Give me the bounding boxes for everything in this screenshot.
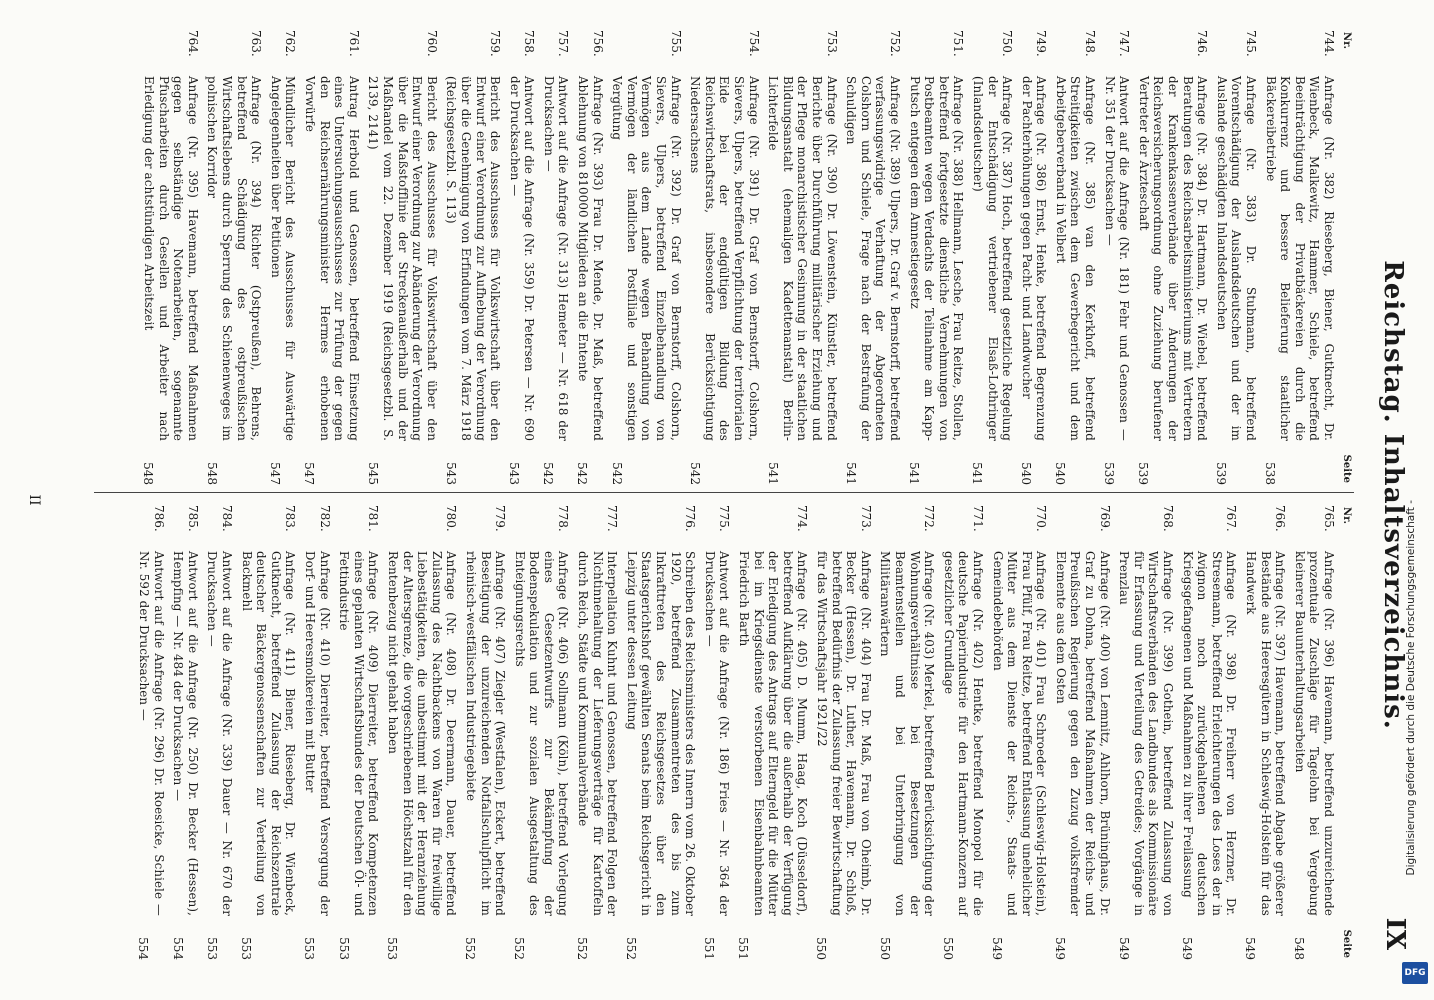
index-entry [1019, 30, 1048, 485]
index-entry [239, 505, 297, 960]
index-entry [941, 505, 985, 960]
entry-page: 541 [765, 462, 780, 485]
entry-text: Schreiben des Reichsministers des Innern vom 26. Oktober 1920, betreffend Zusammentreten des bis zum Inkrafttreten des Reichsgesetzes über den Staatsgerichtshof gewählten Senats beim Reichsgericht in Leipzig unter dessen Leitung [624, 551, 698, 916]
index-entry [136, 505, 165, 960]
entry-number: 772. [922, 505, 937, 532]
entry-text: Anfrage (Nr. 393) Frau Dr. Mende, Dr. Maß, betreffend Ablehnung von 810000 Mitglieden an die Entente [576, 76, 605, 441]
digitization-sidebar [1400, 500, 1430, 980]
entry-text: Anfrage (Nr. 396) Havemann, betreffend unzureichende prozentuale Zuschläge für Tagelohn bei Vergebung kleinerer Bauunterhaltungsarbeiten [1292, 551, 1336, 916]
index-entry [1117, 505, 1175, 960]
index-entry [814, 505, 872, 960]
index-entry [444, 30, 502, 485]
entry-page: 548 [141, 462, 156, 485]
entry-text: Anfrage (Nr. 383) Dr. Stubmann, betreffend Vorentschädigung der Auslandsdeutschen und der im Auslande geschädigten Inlandsdeutschen [1214, 76, 1259, 441]
entry-number: 766. [1273, 505, 1288, 532]
index-entry [205, 505, 234, 960]
entry-page: 549 [989, 937, 1004, 960]
entry-text: Anfrage (Nr. 410) Dierreiter, betreffend Versorgung der Dorf- und Heeresmolkereien mit Butter [303, 551, 332, 916]
entry-page: 551 [736, 937, 751, 960]
entry-number: 763. [249, 30, 264, 57]
entry-page: 549 [1243, 937, 1258, 960]
entry-number: 767. [1224, 505, 1239, 532]
entry-number: 761. [346, 30, 361, 57]
index-entry [766, 30, 839, 485]
index-entry [507, 30, 536, 485]
index-entry [541, 30, 570, 485]
entry-page: 553 [385, 937, 400, 960]
entry-page: 552 [575, 937, 590, 960]
entry-text: Anfrage (Nr. 397) Havemann, betreffend Abgabe größerer Bestände aus Heeresgütern in Schleswig-Holstein für das Handwerk [1244, 551, 1288, 916]
entry-text: Anfrage (Nr. 385) van den Kerkhoff, betreffend Streitigkeiten zwischen dem Gewerbegericht und dem Arbeitgeberverband in Velbert [1053, 76, 1098, 441]
entry-page: 550 [814, 937, 829, 960]
index-entry [385, 505, 458, 960]
entry-page: 540 [1019, 462, 1034, 485]
seite-label: Seite [1341, 929, 1352, 958]
entry-text: Anfrage (Nr. 403) Merkel, betreffend Berücksichtigung der Wohnungsverhältnisse bei Besetzungen der Beamtenstellen und bei Unterbringung von Militäranwärtern [878, 551, 937, 916]
entry-text: Interpellation Kuhnt und Genossen, betreffend Folgen der Nichtinnehaltung der Lieferungsverträge für Kartoffeln durch Reich, Städte und Kommunalverbände [576, 551, 620, 916]
entry-page: 551 [702, 937, 717, 960]
index-entry [1136, 30, 1209, 485]
entry-text: Anfrage (Nr. 391) Dr. Graf von Bernstorff, Colshorn, Sievers, Ulpers, betreffend Verpflichtung der territorialen Eide bei der endgültigen Bildung des Reichswirtschaftsrats, insbesondere Berücksichtigung Niedersachsens [688, 76, 761, 441]
entry-page: 549 [1116, 937, 1131, 960]
entry-number: 753. [824, 30, 839, 57]
entry-number: 779. [493, 505, 508, 532]
entry-page: 554 [170, 937, 185, 960]
index-entry [1102, 30, 1131, 485]
index-entry [878, 505, 936, 960]
entry-text: Anfrage (Nr. 387) Hoch, betreffend gesetzliche Regelung der Entschädigung vertriebener Elsaß-Lothringer (Inlandsdeutscher) [970, 76, 1015, 441]
entry-page: 553 [239, 937, 254, 960]
entry-page: 552 [512, 937, 527, 960]
index-entry [970, 30, 1014, 485]
entry-text: Anfrage (Nr. 401) Frau Schroeder (Schleswig-Holstein), Frau Pfülf, Frau Reitze, betreffend Entlassung unehelicher Mütter aus dem Dienste der Reichs-, Staats- und Gemeindebehörden [990, 551, 1049, 916]
entry-page: 553 [302, 937, 317, 960]
entry-number: 745. [1244, 30, 1259, 57]
entry-page: 547 [302, 462, 317, 485]
entry-number: 780. [444, 505, 459, 532]
entry-text: Anfrage (Nr. 390) Dr. Löwenstein, Künstler, betreffend Berichte über Durchführung militärischer Erziehung und der Pflege monarchistischer Gesinnung in der staatlichen Bildungsanstalt (ehemaligen Kadettenanstalt) Berlin-Lichterfelde [766, 76, 839, 441]
entry-number: 755. [668, 30, 683, 57]
index-entry [141, 30, 199, 485]
index-entry [702, 505, 731, 960]
entry-text: Antwort auf die Anfrage (Nr. 359) Dr. Petersen — Nr. 690 der Drucksachen — [507, 76, 537, 441]
index-entry [302, 30, 360, 485]
entry-page: 542 [687, 462, 702, 485]
nr-label: Nr. [1341, 32, 1352, 49]
index-entry [688, 30, 761, 485]
index-entry [171, 505, 200, 960]
entry-text: Anfrage (Nr. 405) D. Mumm, Haag, Koch (Düsseldorf), betreffend Aufklärung über die außerhalb der Verfügung der Erledigung des Antrags auf Elterngeld für die Mütter bei im Kriegsdienste verstorbenen Eisenbahnbeamten Friedrich Barth [737, 551, 810, 916]
entry-number: 775. [717, 505, 732, 532]
entry-number: 748. [1083, 30, 1098, 57]
entry-number: 771. [970, 505, 985, 532]
entry-text: Antwort auf die Anfrage (Nr. 181) Fehr und Genossen — Nr. 351 der Drucksachen — [1102, 76, 1132, 441]
entry-number: 764. [185, 30, 200, 57]
index-entry [1243, 505, 1287, 960]
index-entry [576, 30, 605, 485]
entry-text: Anfrage (Nr. 389) Ulpers, Dr. Graf v. Bernstorff, betreffend verfassungswidrige Verhaftung der Abgeordneten Colshorn und Schiele, Frage nach der Bestrafung der Schuldigen [844, 76, 902, 441]
column-divider [94, 492, 1354, 493]
index-entry [576, 505, 620, 960]
entry-number: 782. [317, 505, 332, 532]
entry-page: 548 [204, 462, 219, 485]
entry-text: Anfrage (Nr. 384) Dr. Hartmann, Dr. Wiebel, betreffend Beratungen des Reichsarbeitsministeriums mit Vertretern der Krankenkassenverbände über Änderungen der Reichsversicherungsordnung ohne Zuziehung berufener Vertreter der Ärzteschaft [1136, 76, 1210, 441]
entry-text: Antwort auf die Anfrage (Nr. 296) Dr. Roesicke, Schiele — Nr. 592 der Drucksachen — [137, 551, 166, 916]
entry-page: 550 [941, 937, 956, 960]
entry-text: Anfrage (Nr. 406) Sollmann (Köln), betreffend Vorlegung eines Gesetzentwurfs zur Bekämpfung der Bodenspekulation und zur sozialen Ausgestaltung des Enteignungsrechts [512, 551, 571, 916]
entry-number: 785. [185, 505, 200, 532]
entry-text: Anfrage (Nr. 408) Dr. Deermann, Dauer, betreffend Zulassung des Nachtbackens von Waren für freiwillige Liebestätigkeiten, die unbestimmt mit der Heranziehung der Altersgrenze, die vorgeschriebenen Höchstzahl für den Rentenbezug nicht gehabt haben [385, 551, 459, 916]
entry-text: Anfrage (Nr. 399) Gothein, betreffend Zulassung von Wirtschaftsverbänden des Landbundes als Kommissionäre für Erfassung und Verteilung des Getreides; Vorgänge in Prenzlau [1117, 551, 1176, 916]
entry-text: Antwort auf die Anfrage (Nr. 186) Fries — Nr. 364 der Drucksachen — [702, 551, 732, 916]
entry-number: 754. [746, 30, 761, 57]
entry-number: 752. [887, 30, 902, 57]
entry-page: 549 [1053, 937, 1068, 960]
entry-page: 541 [970, 462, 985, 485]
index-entry [463, 505, 507, 960]
index-entry [302, 505, 331, 960]
entry-text: Anfrage (Nr. 386) Ernst, Henke, betreffend Begrenzung der Pachterhöhungen gegen Pacht- und Landwucher [1019, 76, 1049, 441]
entry-page: 541 [906, 462, 921, 485]
entry-page: 540 [1053, 462, 1068, 485]
entry-text: Anfrage (Nr. 382) Rieseberg, Biener, Gutknecht, Dr. Wienbeck, Malkewitz, Hammer, Schiele, betreffend Beeinträchtigung der Privatbäckereien durch die Konkurrenz und bessere Belieferung staatlicher Bäckereibetriebe [1263, 76, 1336, 441]
entry-text: Anfrage (Nr. 409) Dierreiter, betreffend Kompetenzen eines geplanten Wirtschaftsbundes der Deutschen Öl- und Fettindustrie [337, 551, 381, 916]
entry-text: Anfrage (Nr. 398) Dr. Freiherr von Herzner, Dr. Stresemann, betreffend Erleichterungen des Loses der in Avignon noch zurückgehaltenen deutschen Kriegsgefangenen und Maßnahmen zu ihrer Freilassung [1180, 551, 1239, 916]
entry-number: 768. [1161, 505, 1176, 532]
entry-number: 751. [951, 30, 966, 57]
index-entry [1180, 505, 1238, 960]
entry-page: 550 [877, 937, 892, 960]
entry-page: 539 [1136, 462, 1151, 485]
index-entry [1053, 30, 1097, 485]
entry-text: Mündlicher Bericht des Ausschusses für Auswärtige Angelegenheiten über Petitionen [268, 76, 298, 441]
entry-text: Anfrage (Nr. 395) Havemann, betreffend Maßnahmen gegen selbständige Notenarbeiten, sogenannte Pfuscharbeiten durch Gesellen und Arbeiter nach Erledigung der achtstündigen Arbeitszeit [142, 76, 200, 441]
page-footer-marker: II [26, 494, 42, 506]
entry-number: 776. [683, 505, 698, 532]
index-entry [610, 30, 683, 485]
entry-number: 750. [1000, 30, 1015, 57]
entry-page: 542 [541, 462, 556, 485]
index-entry [512, 505, 570, 960]
index-entry [990, 505, 1048, 960]
entry-number: 759. [488, 30, 503, 57]
entry-text: Anfrage (Nr. 392) Dr. Graf von Bernstorff, Colshorn, Sievers, Ulpers, betreffend Einzelbehandlung von Vermögen aus dem Lande wegen Behandlung von Vermögen der ländlichen Postfiliale und sonstigen Vergütung [610, 76, 683, 441]
entry-number: 784. [220, 505, 235, 532]
entry-page: 552 [624, 937, 639, 960]
entry-text: Anfrage (Nr. 402) Hentke, betreffend Monopol für die deutsche Papierindustrie für den Hartmann-Konzern auf gesetzlicher Grundlage [941, 551, 985, 916]
index-entry [624, 505, 697, 960]
entry-text: Bericht des Ausschusses für Volkswirtschaft über den Entwurf einer Verordnung zur Aufhebung der Verordnung über die Genehmigung von Erfindungen vom 7. März 1918 (Reichsgesetzbl. S. 113) [444, 76, 503, 441]
entry-page: 549 [1180, 937, 1195, 960]
index-entry [736, 505, 809, 960]
entry-number: 778. [556, 505, 571, 532]
entry-text: Anfrage (Nr. 411) Biener, Rieseberg, Dr. Wienbeck, Gutknecht, betreffend Zulassung der Reichszentrale deutscher Bäckergenossenschaften zur Verteilung von Backmehl [239, 551, 298, 916]
entry-page: 542 [609, 462, 624, 485]
nr-label: Nr. [1341, 507, 1352, 524]
entry-page: 553 [336, 937, 351, 960]
roman-page-number: IX [1380, 917, 1410, 950]
entry-text: Anfrage (Nr. 394) Richter (Ostpreußen), Behrens, betreffend Schädigung des ostpreußischen Wirtschaftslebens durch Sperrung des Schienenweges im polnischen Korridor [205, 76, 264, 441]
dfg-logo: DFG [1402, 962, 1428, 984]
entry-page: 541 [843, 462, 858, 485]
entry-number: 769. [1097, 505, 1112, 532]
index-entry [337, 505, 381, 960]
entry-text: Anfrage (Nr. 407) Ziegler (Westfalen), Eckert, betreffend Beseitigung der unzureichenden Notfallschulpflicht im rheinisch-westfälischen Industriegebiete [463, 551, 508, 916]
index-entry [844, 30, 902, 485]
entry-number: 744. [1322, 30, 1336, 57]
index-entry [366, 30, 439, 485]
entry-page: 554 [136, 937, 151, 960]
right-column-head [1336, 505, 1358, 960]
entry-page: 552 [463, 937, 478, 960]
entry-page: 542 [575, 462, 590, 485]
page-title: Reichstag. Inhaltsverzeichnis. [1378, 260, 1408, 730]
index-entry [205, 30, 263, 485]
entry-number: 774. [795, 505, 810, 532]
entry-number: 765. [1322, 505, 1336, 532]
entry-page: 539 [1102, 462, 1117, 485]
right-entry-list [136, 505, 1336, 960]
left-entry-list [141, 30, 1336, 485]
entry-page: 543 [507, 462, 522, 485]
entry-text: Anfrage (Nr. 404) Frau Dr. Maß, Frau von Oheimb, Dr. Becker (Hessen), Dr. Luther, Havemann, Dr. Schloß, betreffend Bedürfnis der Zulassung freier Bewirtschaftung für das Wirtschaftsjahr 1921/22 [815, 551, 873, 916]
entry-number: 783. [283, 505, 298, 532]
right-column [131, 505, 1358, 960]
entry-text: Antwort auf die Anfrage (Nr. 339) Dauer — Nr. 670 der Drucksachen — [205, 551, 235, 916]
entry-page: 539 [1214, 462, 1229, 485]
seite-label: Seite [1341, 454, 1352, 483]
entry-number: 747. [1117, 30, 1132, 57]
entry-number: 749. [1034, 30, 1049, 57]
entry-page: 538 [1263, 462, 1278, 485]
entry-number: 756. [590, 30, 605, 57]
entry-text: Anfrage (Nr. 388) Hellmann, Lesche, Frau Reitze, Stollen, betreffend fortgesetzte dienstliche Vernehmungen von Postbeamten wegen Verdachts der Teilnahme am Kapp-Putsch entgegen dem Amnestiegesetz [907, 76, 966, 441]
entry-number: 758. [522, 30, 537, 57]
entry-number: 762. [283, 30, 298, 57]
entry-text: Anfrage (Nr. 400) von Lemnitz, Ahlhorn, Brüninghaus, Dr. Graf zu Dohna, betreffend Maßnahmen der Reichs- und Preußischen Regierung gegen den Zuzug volksfremder Elemente aus dem Osten [1053, 551, 1112, 916]
entry-page: 543 [443, 462, 458, 485]
entry-number: 746. [1195, 30, 1210, 57]
entry-page: 547 [268, 462, 283, 485]
index-entry [1214, 30, 1258, 485]
index-entry [1053, 505, 1111, 960]
entry-number: 760. [424, 30, 439, 57]
entry-number: 770. [1034, 505, 1049, 532]
entry-number: 786. [151, 505, 166, 532]
entry-number: 777. [605, 505, 620, 532]
index-entry [268, 30, 297, 485]
entry-text: Antrag Herbold und Genossen, betreffend Einsetzung eines Untersuchungsausschusses zur Prüfung der gegen den Reichsernährungsminister Hermes erhobenen Vorwürfe [303, 76, 361, 441]
entry-page: 548 [1292, 937, 1307, 960]
index-entry [1263, 30, 1336, 485]
entry-page: 553 [204, 937, 219, 960]
index-entry [907, 30, 965, 485]
digitization-note: Digitalisierung gefördert durch die Deutsche Forschungsgemeinschaft - [1405, 500, 1417, 876]
entry-text: Antwort auf die Anfrage (Nr. 313) Hemeter — Nr. 618 der Drucksachen — [541, 76, 571, 441]
entry-text: Antwort auf die Anfrage (Nr. 250) Dr. Becker (Hessen), Hempfing — Nr. 484 der Drucksachen — [171, 551, 200, 916]
index-entry [1292, 505, 1336, 960]
entry-number: 781. [366, 505, 381, 532]
entry-text: Bericht des Ausschusses für Volkswirtschaft über den Entwurf einer Verordnung zur Abänderung der Verordnung über die Maßstofflinie der Streckenaußerhalb und der Maßhandel vom 22. Dezember 1919 (Reichsgesetzbl. S. 2139, 2141) [366, 76, 439, 441]
entry-page: 545 [365, 462, 380, 485]
left-column-head [1336, 30, 1358, 485]
entry-number: 773. [858, 505, 873, 532]
entry-number: 757. [556, 30, 571, 57]
left-column [136, 30, 1358, 485]
